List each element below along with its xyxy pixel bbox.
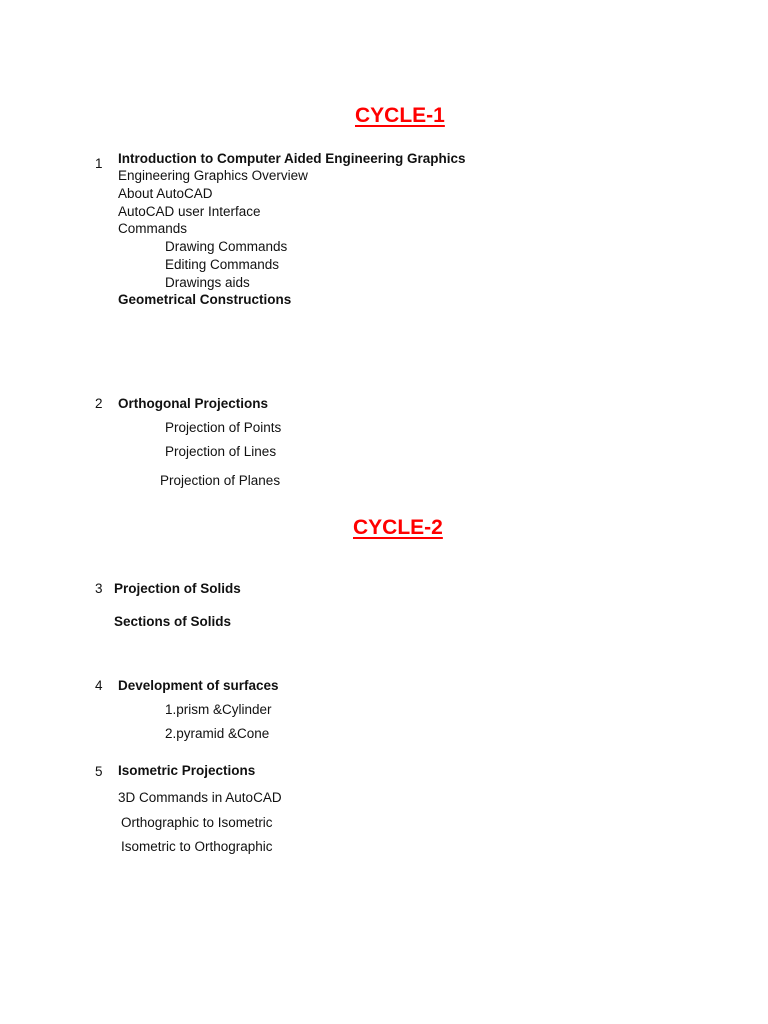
cycle-2-title: CYCLE-2 bbox=[353, 516, 443, 539]
item-1-heading-2: Geometrical Constructions bbox=[118, 292, 292, 307]
item-4-heading: Development of surfaces bbox=[118, 678, 279, 693]
item-1-line-3: AutoCAD user Interface bbox=[118, 204, 261, 219]
item-1-line-2: About AutoCAD bbox=[118, 186, 213, 201]
item-1-number: 1 bbox=[95, 156, 103, 171]
item-1-heading: Introduction to Computer Aided Engineering Graphics bbox=[118, 151, 466, 166]
item-3-heading-2: Sections of Solids bbox=[114, 614, 232, 629]
item-1-line-4: Commands bbox=[118, 221, 188, 236]
item-1-subline-3: Drawings aids bbox=[165, 275, 250, 290]
item-1-line-1: Engineering Graphics Overview bbox=[118, 168, 308, 183]
cycle-1-title: CYCLE-1 bbox=[355, 104, 445, 127]
item-5-line-2: Orthographic to Isometric bbox=[121, 815, 273, 830]
item-4-number: 4 bbox=[95, 678, 103, 693]
item-5-number: 5 bbox=[95, 764, 103, 779]
item-5-line-1: 3D Commands in AutoCAD bbox=[118, 790, 282, 805]
item-3-heading: Projection of Solids bbox=[114, 581, 241, 596]
item-3-number: 3 bbox=[95, 581, 103, 596]
item-4-subline-1: 1.prism &Cylinder bbox=[165, 702, 272, 717]
item-5-line-3: Isometric to Orthographic bbox=[121, 839, 273, 854]
item-2-number: 2 bbox=[95, 396, 103, 411]
item-1-subline-1: Drawing Commands bbox=[165, 239, 288, 254]
item-5-heading: Isometric Projections bbox=[118, 763, 256, 778]
item-2-heading: Orthogonal Projections bbox=[118, 396, 269, 411]
item-2-subline-3: Projection of Planes bbox=[160, 473, 281, 488]
item-1-subline-2: Editing Commands bbox=[165, 257, 280, 272]
item-4-subline-2: 2.pyramid &Cone bbox=[165, 726, 270, 741]
item-2-subline-2: Projection of Lines bbox=[165, 444, 277, 459]
item-2-subline-1: Projection of Points bbox=[165, 420, 282, 435]
